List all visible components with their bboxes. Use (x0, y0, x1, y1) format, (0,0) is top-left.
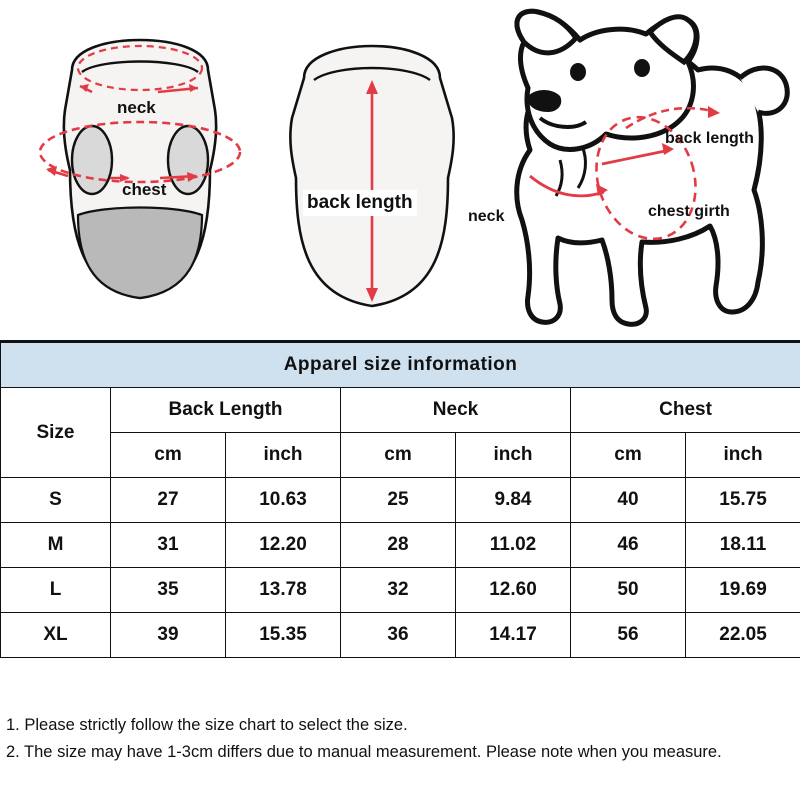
cell-l-neck-cm: 32 (341, 568, 456, 613)
table-row (1, 478, 800, 523)
cell-s-neck-cm: 25 (341, 478, 456, 523)
cell-l-backlength-cm: 35 (111, 568, 226, 613)
table-row (1, 523, 800, 568)
row-size-l: L (1, 568, 111, 613)
row-size-s: S (1, 478, 111, 523)
cell-xl-neck-inch: 14.17 (456, 613, 571, 658)
table-title: Apparel size information (1, 343, 800, 388)
unit-back-length-inch: inch (226, 433, 341, 478)
armhole-right (168, 126, 208, 194)
cell-m-backlength-inch: 12.20 (226, 523, 341, 568)
cell-l-backlength-inch: 13.78 (226, 568, 341, 613)
label-chest-front: chest (122, 180, 167, 199)
dog-diagram (470, 0, 800, 340)
dog-eye-right (634, 59, 650, 77)
row-size-xl: XL (1, 613, 111, 658)
cell-s-chest-inch: 15.75 (686, 478, 800, 523)
header-chest: Chest (571, 388, 800, 433)
cell-xl-neck-cm: 36 (341, 613, 456, 658)
dog-ear-left (517, 11, 576, 53)
label-back-length-garment: back length (303, 190, 417, 216)
back-view-diagram (262, 0, 482, 340)
row-size-m: M (1, 523, 111, 568)
cell-xl-chest-cm: 56 (571, 613, 686, 658)
cell-m-neck-cm: 28 (341, 523, 456, 568)
unit-neck-cm: cm (341, 433, 456, 478)
header-neck: Neck (341, 388, 571, 433)
header-size: Size (1, 388, 111, 478)
cell-m-backlength-cm: 31 (111, 523, 226, 568)
size-table-wrapper (0, 340, 800, 658)
garment-front-panel (78, 208, 202, 299)
cell-s-backlength-cm: 27 (111, 478, 226, 523)
dog-eye-left (570, 63, 586, 81)
cell-m-neck-inch: 11.02 (456, 523, 571, 568)
label-neck-dog: neck (468, 208, 505, 225)
table-group-row (1, 388, 800, 433)
unit-chest-inch: inch (686, 433, 800, 478)
label-chest-girth-dog: chest girth (648, 203, 730, 220)
cell-m-chest-cm: 46 (571, 523, 686, 568)
table-title-row (1, 343, 800, 388)
cell-s-chest-cm: 40 (571, 478, 686, 523)
table-row (1, 613, 800, 658)
header-back-length: Back Length (111, 388, 341, 433)
table-row (1, 568, 800, 613)
note-line-2: 2. The size may have 1-3cm differs due to manual measurement. Please note when you measure. (6, 743, 722, 761)
cell-l-chest-inch: 19.69 (686, 568, 800, 613)
notes-section (0, 708, 800, 766)
front-view-diagram (10, 0, 270, 340)
chest-arrow-left-head (46, 166, 57, 176)
cell-xl-chest-inch: 22.05 (686, 613, 800, 658)
cell-xl-backlength-cm: 39 (111, 613, 226, 658)
cell-l-chest-cm: 50 (571, 568, 686, 613)
cell-l-neck-inch: 12.60 (456, 568, 571, 613)
note-line-1: 1. Please strictly follow the size chart to select the size. (6, 716, 408, 734)
label-neck-front: neck (117, 98, 156, 117)
armhole-left (72, 126, 112, 194)
unit-chest-cm: cm (571, 433, 686, 478)
illustration-area (0, 0, 800, 340)
cell-xl-backlength-inch: 15.35 (226, 613, 341, 658)
size-table (0, 342, 800, 658)
cell-s-neck-inch: 9.84 (456, 478, 571, 523)
unit-back-length-cm: cm (111, 433, 226, 478)
label-back-length-dog: back length (665, 130, 754, 147)
cell-m-chest-inch: 18.11 (686, 523, 800, 568)
unit-neck-inch: inch (456, 433, 571, 478)
table-unit-row (1, 433, 800, 478)
cell-s-backlength-inch: 10.63 (226, 478, 341, 523)
